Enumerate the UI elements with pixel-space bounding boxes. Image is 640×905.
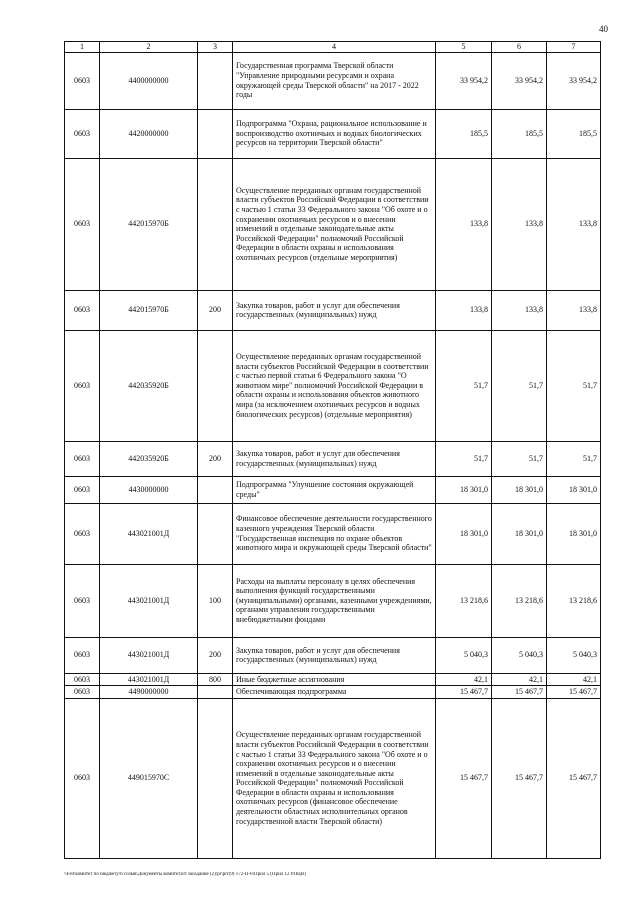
amount-col6: 51,7 — [492, 441, 547, 476]
row-description: Обеспечивающая подпрограмма — [233, 686, 436, 699]
target-item-code: 442015970Б — [100, 158, 198, 290]
amount-col5: 33 954,2 — [436, 52, 492, 109]
row-description: Подпрограмма "Улучшение состояния окружающей среды" — [233, 476, 436, 503]
row-description: Иные бюджетные ассигнования — [233, 673, 436, 686]
header-cell-7: 7 — [547, 42, 601, 53]
header-cell-5: 5 — [436, 42, 492, 53]
amount-col5: 15 467,7 — [436, 698, 492, 858]
page-number: 40 — [599, 24, 608, 34]
amount-col6: 13 218,6 — [492, 564, 547, 637]
amount-col7: 18 301,0 — [547, 476, 601, 503]
target-item-code: 4430000000 — [100, 476, 198, 503]
amount-col7: 18 301,0 — [547, 503, 601, 564]
section-code: 0603 — [65, 503, 100, 564]
amount-col6: 42,1 — [492, 673, 547, 686]
expense-type-code — [198, 503, 233, 564]
expense-type-code — [198, 686, 233, 699]
section-code: 0603 — [65, 158, 100, 290]
row-description: Осуществление переданных органам государственной власти субъектов Российской Федерации в соответствии с частью 1 статьи 33 Федерального закона "Об охоте и о сохранении охотничьих ресурсов и о внесении изменений в отдельные законодательные акты Российской Федерации" полномочий Российской Федерации в области охраны и использования охотничьих ресурсов (отдельные мероприятия) — [233, 158, 436, 290]
amount-col6: 33 954,2 — [492, 52, 547, 109]
amount-col7: 13 218,6 — [547, 564, 601, 637]
expense-type-code — [198, 330, 233, 441]
target-item-code: 442035920Б — [100, 330, 198, 441]
table-row — [65, 290, 601, 330]
section-code: 0603 — [65, 441, 100, 476]
row-description: Закупка товаров, работ и услуг для обеспечения государственных (муниципальных) нужд — [233, 441, 436, 476]
amount-col6: 51,7 — [492, 330, 547, 441]
amount-col6: 18 301,0 — [492, 476, 547, 503]
section-code: 0603 — [65, 673, 100, 686]
header-cell-1: 1 — [65, 42, 100, 53]
amount-col5: 185,5 — [436, 109, 492, 158]
table-row — [65, 109, 601, 158]
expense-type-code: 200 — [198, 441, 233, 476]
target-item-code: 443021001Д — [100, 637, 198, 673]
row-description: Государственная программа Тверской области "Управление природными ресурсами и охрана окружающей среды Тверской области" на 2017 - 2022 годы — [233, 52, 436, 109]
target-item-code: 442035920Б — [100, 441, 198, 476]
amount-col5: 18 301,0 — [436, 503, 492, 564]
expense-type-code: 800 — [198, 673, 233, 686]
header-cell-4: 4 — [233, 42, 436, 53]
amount-col7: 15 467,7 — [547, 698, 601, 858]
table-row — [65, 564, 601, 637]
amount-col5: 51,7 — [436, 330, 492, 441]
amount-col5: 42,1 — [436, 673, 492, 686]
table-row — [65, 52, 601, 109]
header-cell-2: 2 — [100, 42, 198, 53]
table-row — [65, 673, 601, 686]
target-item-code: 4400000000 — [100, 52, 198, 109]
expense-type-code: 100 — [198, 564, 233, 637]
amount-col6: 185,5 — [492, 109, 547, 158]
table-row — [65, 698, 601, 858]
amount-col7: 5 040,3 — [547, 637, 601, 673]
section-code: 0603 — [65, 637, 100, 673]
header-cell-3: 3 — [198, 42, 233, 53]
table-row — [65, 158, 601, 290]
target-item-code: 449015970С — [100, 698, 198, 858]
table-row — [65, 476, 601, 503]
amount-col7: 185,5 — [547, 109, 601, 158]
section-code: 0603 — [65, 476, 100, 503]
amount-col6: 15 467,7 — [492, 686, 547, 699]
row-description: Закупка товаров, работ и услуг для обеспечения государственных (муниципальных) нужд — [233, 637, 436, 673]
amount-col6: 15 467,7 — [492, 698, 547, 858]
amount-col7: 42,1 — [547, 673, 601, 686]
expense-type-code: 200 — [198, 290, 233, 330]
amount-col7: 51,7 — [547, 441, 601, 476]
budget-table — [64, 41, 601, 859]
table-row — [65, 503, 601, 564]
target-item-code: 443021001Д — [100, 564, 198, 637]
amount-col6: 133,8 — [492, 158, 547, 290]
target-item-code: 4490000000 — [100, 686, 198, 699]
amount-col6: 18 301,0 — [492, 503, 547, 564]
amount-col7: 133,8 — [547, 158, 601, 290]
amount-col5: 15 467,7 — [436, 686, 492, 699]
section-code: 0603 — [65, 290, 100, 330]
amount-col5: 133,8 — [436, 290, 492, 330]
row-description: Осуществление переданных органам государственной власти субъектов Российской Федерации в соответствии с частью первой статьи 6 Федерального закона "О животном мире" полномочий Российской Федерации в области охраны и использования объектов животного мира (за исключением охотничьих ресурсов и водных биологических ресурсов) (отдельные мероприятия) — [233, 330, 436, 441]
amount-col7: 133,8 — [547, 290, 601, 330]
section-code: 0603 — [65, 686, 100, 699]
target-item-code: 443021001Д — [100, 503, 198, 564]
row-description: Закупка товаров, работ и услуг для обеспечения государственных (муниципальных) нужд — [233, 290, 436, 330]
target-item-code: 4420000000 — [100, 109, 198, 158]
amount-col5: 18 301,0 — [436, 476, 492, 503]
table-row — [65, 686, 601, 699]
amount-col5: 133,8 — [436, 158, 492, 290]
file-path-footer: \\Fs0\комитет по бюджету\6 созыв\Документы комитета\9 заседание (2)\pr\prr(9) 172-П-6\Прил 5 (Прил 12 РПЦВ) — [64, 872, 306, 877]
row-description: Финансовое обеспечение деятельности государственного казенного учреждения Тверской области "Государственная инспекция по охране объектов животного мира и окружающей среды Тверской области" — [233, 503, 436, 564]
amount-col6: 5 040,3 — [492, 637, 547, 673]
table-row — [65, 637, 601, 673]
expense-type-code: 200 — [198, 637, 233, 673]
section-code: 0603 — [65, 564, 100, 637]
row-description: Подпрограмма "Охрана, рациональное использование и воспроизводство охотничьих и водных биологических ресурсов на территории Тверской области" — [233, 109, 436, 158]
section-code: 0603 — [65, 698, 100, 858]
amount-col5: 13 218,6 — [436, 564, 492, 637]
target-item-code: 443021001Д — [100, 673, 198, 686]
header-cell-6: 6 — [492, 42, 547, 53]
amount-col7: 15 467,7 — [547, 686, 601, 699]
expense-type-code — [198, 109, 233, 158]
expense-type-code — [198, 698, 233, 858]
amount-col7: 33 954,2 — [547, 52, 601, 109]
section-code: 0603 — [65, 330, 100, 441]
expense-type-code — [198, 158, 233, 290]
amount-col5: 51,7 — [436, 441, 492, 476]
expense-type-code — [198, 476, 233, 503]
section-code: 0603 — [65, 52, 100, 109]
section-code: 0603 — [65, 109, 100, 158]
amount-col7: 51,7 — [547, 330, 601, 441]
amount-col5: 5 040,3 — [436, 637, 492, 673]
table-row — [65, 441, 601, 476]
row-description: Расходы на выплаты персоналу в целях обеспечения выполнения функций государственными (муниципальными) органами, казенными учреждениями, органами управления государственными внебюджетными фондами — [233, 564, 436, 637]
header-row — [65, 42, 601, 53]
amount-col6: 133,8 — [492, 290, 547, 330]
expense-type-code — [198, 52, 233, 109]
table-row — [65, 330, 601, 441]
target-item-code: 442015970Б — [100, 290, 198, 330]
row-description: Осуществление переданных органам государственной власти субъектов Российской Федерации в соответствии с частью 1 статьи 33 Федерального закона "Об охоте и о сохранении охотничьих ресурсов и о внесении изменений в отдельные законодательные акты Российской Федерации" полномочий Российской Федерации в области охраны и использования охотничьих ресурсов (финансовое обеспечение деятельности областных исполнительных органов государственной власти Тверской области) — [233, 698, 436, 858]
